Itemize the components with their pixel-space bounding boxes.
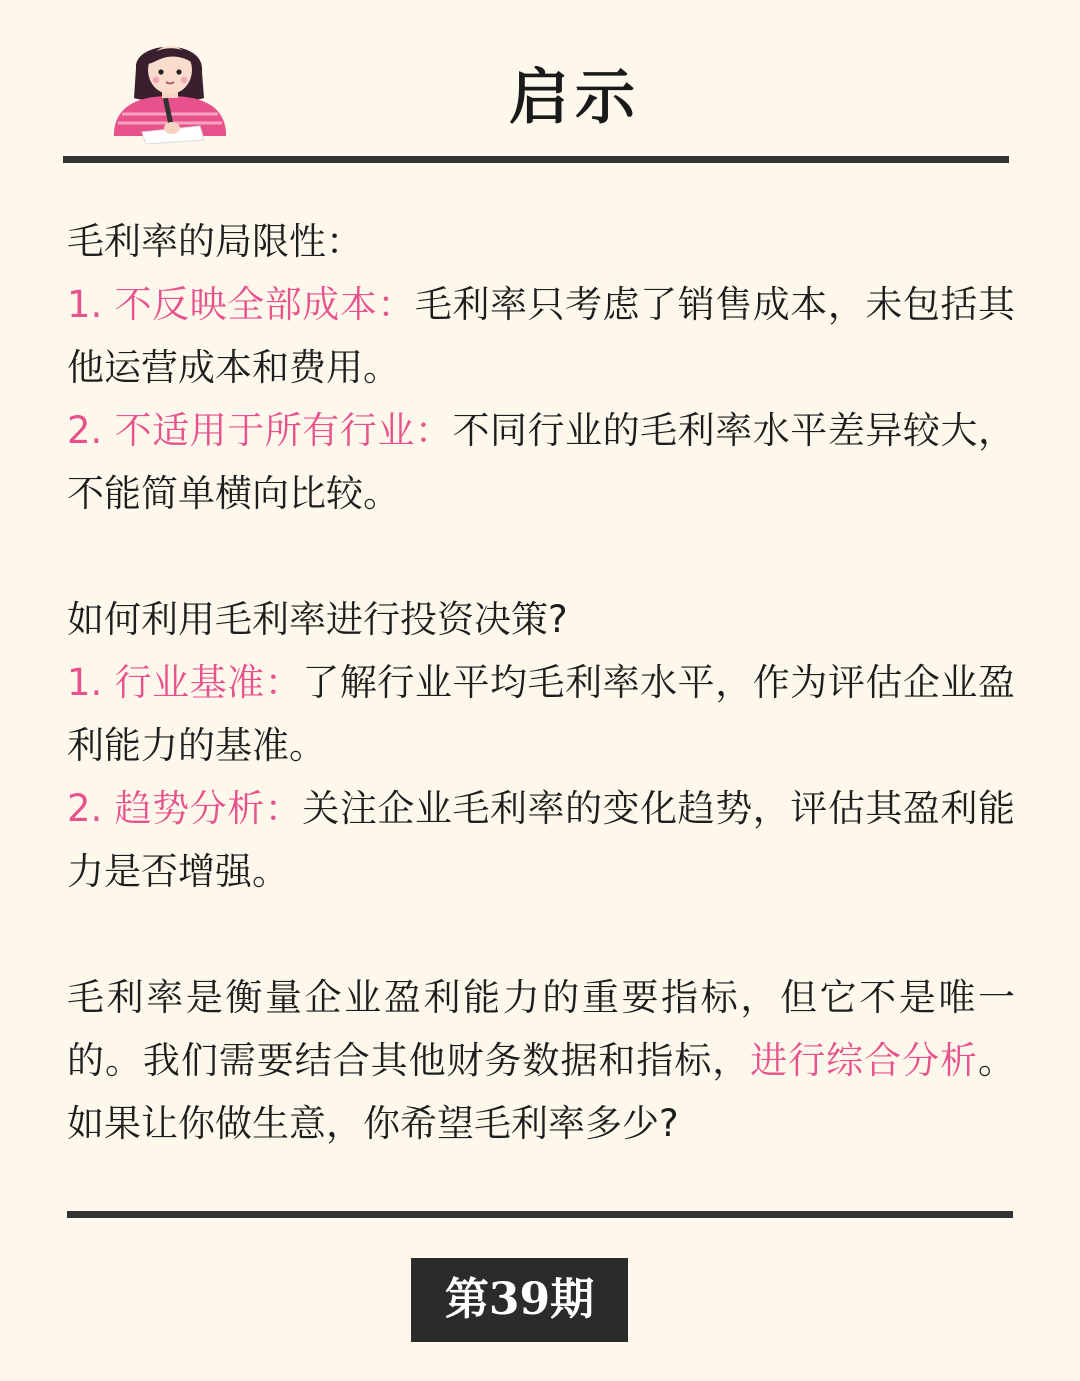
conclusion-text-after: 。如果让你做生意，你希望毛利率多少? (67, 1039, 1015, 1145)
spacer (67, 525, 1015, 588)
page-title: 启示 (509, 63, 641, 133)
main-content (67, 210, 1015, 1155)
section2-item-2 (67, 777, 1015, 903)
section2-item-1 (67, 651, 1015, 777)
issue-badge: 第39期 (411, 1258, 628, 1342)
header (0, 0, 1080, 170)
section1-heading: 毛利率的局限性： (67, 220, 363, 263)
bottom-divider (67, 1211, 1013, 1218)
section1-item-2 (67, 399, 1015, 525)
section1-item-1-text: 毛利率只考虑了销售成本，未包括其他运营成本和费用。 (67, 283, 1016, 389)
section1-item-2-label: 2. 不适用于所有行业： (67, 409, 453, 452)
top-divider (63, 156, 1009, 163)
girl-writing-illustration (108, 28, 232, 144)
section2-item-2-text: 关注企业毛利率的变化趋势，评估其盈利能力是否增强。 (67, 787, 1015, 893)
section1-item-2-text: 不同行业的毛利率水平差异较大，不能简单横向比较。 (67, 409, 1015, 515)
section2-item-1-label: 1. 行业基准： (67, 661, 303, 704)
conclusion-highlight: 进行综合分析 (750, 1039, 978, 1082)
section2-heading: 如何利用毛利率进行投资决策? (67, 598, 568, 641)
section1-item-1-label: 1. 不反映全部成本： (67, 283, 415, 326)
conclusion-text-before: 毛利率是衡量企业盈利能力的重要指标，但它不是唯一的。我们需要结合其他财务数据和指标， (67, 976, 1015, 1082)
section2-item-1-text: 了解行业平均毛利率水平，作为评估企业盈利能力的基准。 (67, 661, 1015, 767)
section2-item-2-label: 2. 趋势分析： (67, 787, 303, 830)
spacer (67, 903, 1015, 966)
conclusion-paragraph (67, 966, 1015, 1155)
section1-item-1 (67, 273, 1015, 399)
